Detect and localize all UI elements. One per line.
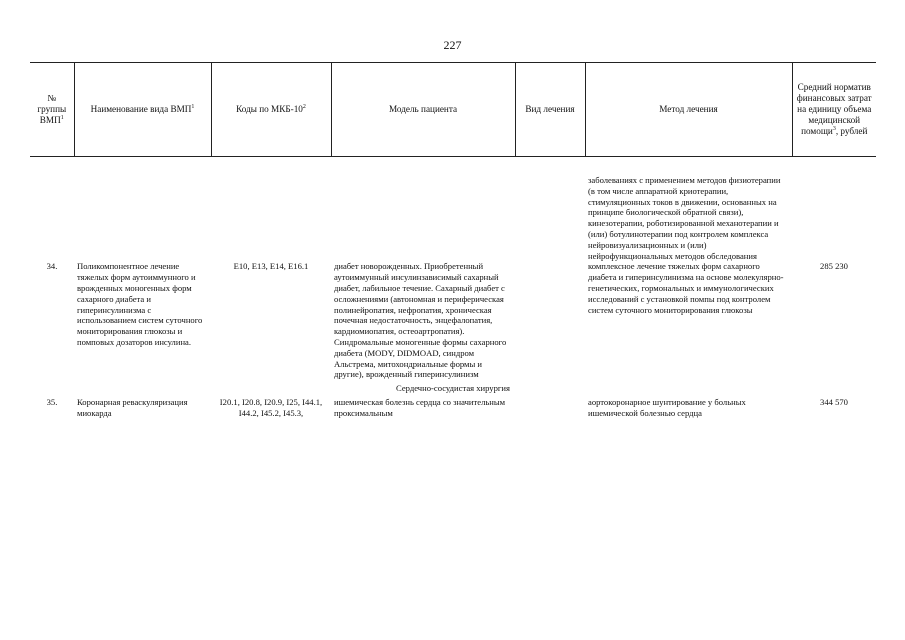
- cell-treatment-type: [515, 397, 585, 419]
- table-row-continuation: [30, 175, 876, 261]
- cell-patient-model: ишемическая болезнь сердца со значительным проксимальным: [334, 396, 506, 418]
- cell-patient-model: диабет новорожденных. Приобретенный аутоиммунный инсулинзависимый сахарный диабет, лабильное течение. Сахарный диабет с осложнениями (автономная и периферическая полинейропатия, нефропатия, хроническая почечная недостаточность, энцефалопатия, кардиомиопатия, остеоартропатия). Синдромальные моногенные формы сахарного диабета (MODY, DIDMOAD, синдром Альстрема, митохондриальные формы и другие), врожденный гиперинсулинизм: [334, 261, 507, 380]
- header-icd-codes: Коды по МКБ-$10^2$: [211, 63, 331, 157]
- header-patient-model: Модель пациента: [331, 63, 515, 157]
- section-title: Сердечно-сосудистая хирургия: [396, 383, 510, 394]
- header-treatment-method: Метод лечения: [585, 63, 792, 157]
- cell-vmp-name: Поликомпонентное лечение тяжелых форм аутоиммунного и врожденных моногенных форм сахарного диабета и гиперинсулинизма с использованием систем суточного мониторирования глюкозы и помповых дозаторов инсулина.: [77, 261, 203, 347]
- cell-group-number: 35.: [46, 396, 58, 407]
- header-cost-norm: Средний норматив финансовых затрат на единицу объема медицинской помощи$^3$, рублей: [792, 63, 876, 157]
- cell-group-number: 34.: [46, 261, 58, 272]
- cell-cost-norm: 285 230: [820, 261, 848, 272]
- cell-treatment-type: [515, 261, 585, 380]
- cell-icd-codes: E10, E13, E14, E16.1: [233, 261, 309, 272]
- section-row: [30, 380, 876, 397]
- vmp-table: [30, 62, 876, 419]
- header-group-number: № группы ВМП$^1$: [30, 63, 74, 157]
- cell-method: аортокоронарное шунтирование у больных ишемической болезнью сердца: [588, 396, 746, 418]
- table-row-34: [30, 261, 876, 380]
- page-number: 227: [443, 38, 462, 52]
- header-treatment-type: Вид лечения: [515, 63, 585, 157]
- table-row-35: [30, 397, 876, 419]
- cell-method: комплексное лечение тяжелых форм сахарного диабета и гиперинсулинизма на основе молекулярно-генетических, гормональных и иммунологических исследований с установкой помпы под контролем систем суточного мониторирования глюкозы: [588, 261, 784, 315]
- cell-method: заболеваниях с применением методов физиотерапии (в том числе аппаратной криотерапии, стимуляционных токов в движении, основанных на принципе биологической обратной связи), кинезотерапии, роботизированной механотерапии и (или) ботулинотерапии под контролем комплекса нейровизуализационных и (или) нейрофункциональных методов обследования: [588, 175, 781, 261]
- table-header: [30, 63, 876, 157]
- cell-vmp-name: Коронарная реваскуляризация миокарда: [77, 396, 188, 418]
- cell-cost-norm: 344 570: [820, 396, 848, 407]
- cell-icd-codes: I20.1, I20.8, I20.9, I25, I44.1, I44.2, I45.2, I45.3,: [219, 396, 323, 418]
- header-vmp-name: Наименование вида ВМП$^1$: [74, 63, 211, 157]
